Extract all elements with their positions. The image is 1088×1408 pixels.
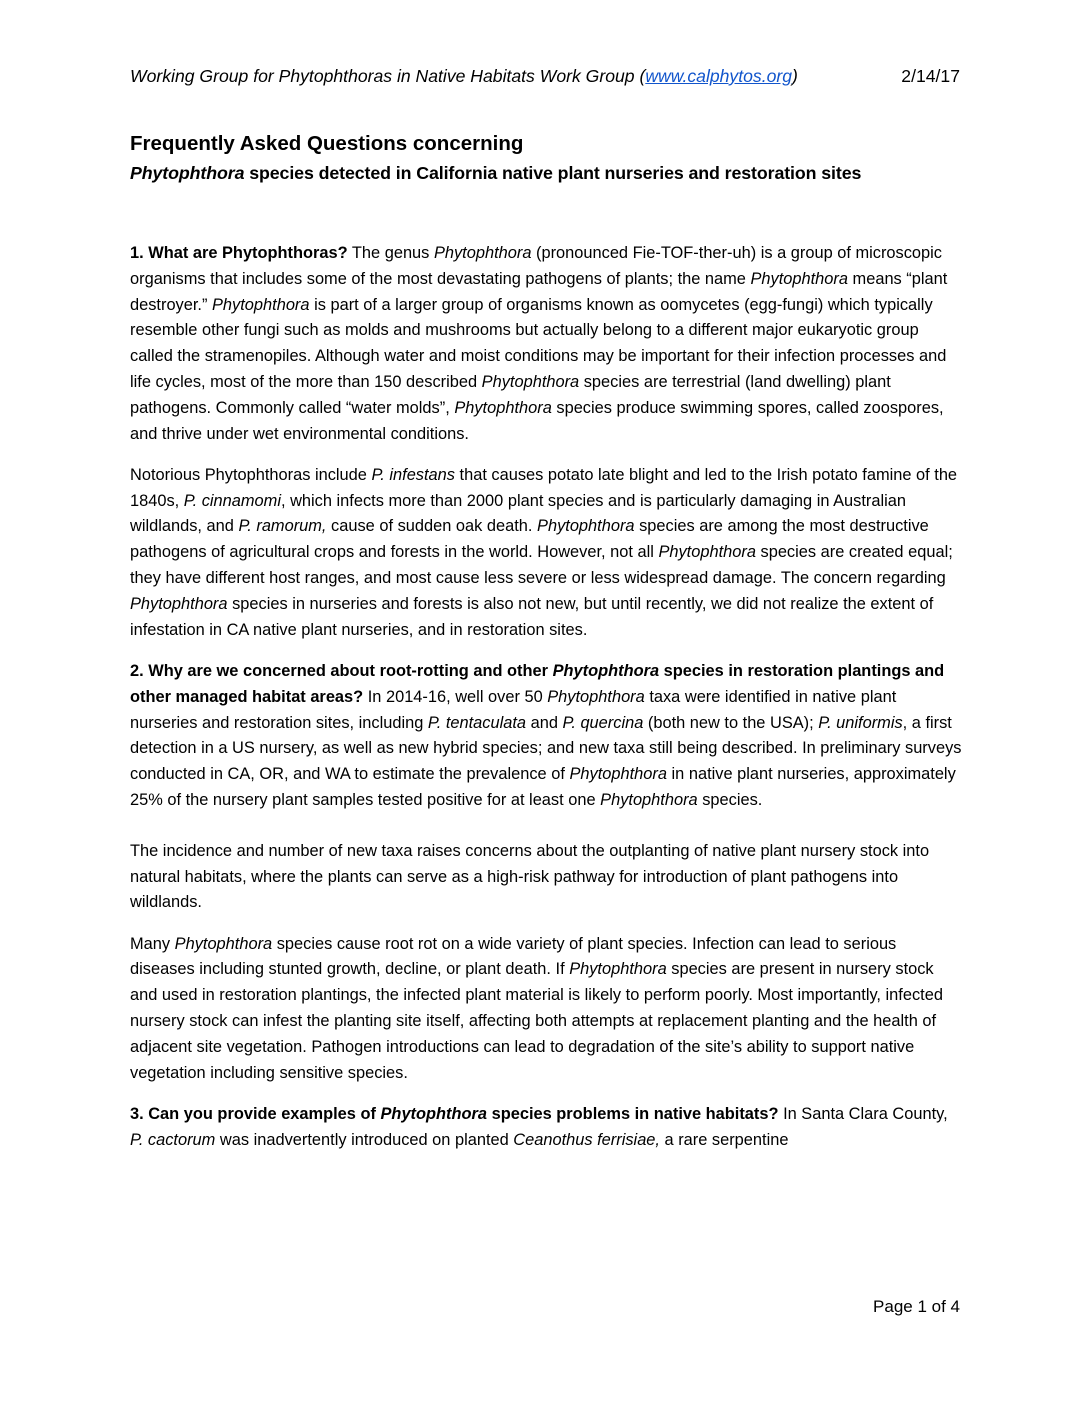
text-run: In 2014-16, well over 50: [363, 687, 548, 706]
italic-run: Phytophthora: [750, 269, 848, 288]
text-run: (pronounced Fie-TOF-ther-uh) is a group of microscopic organisms that includes some of the most devastating pathogens of plants; the name: [130, 244, 942, 288]
text-run: that causes potato late blight and led to the Irish potato famine of the 1840s,: [130, 465, 958, 510]
text-run: species are among the most destructive pathogens of agricultural crops and forests in the world. However, not all: [130, 517, 929, 562]
italic-run: P. cinnamomi: [183, 491, 281, 510]
italic-run: Ceanothus ferrisiae,: [513, 1130, 660, 1149]
text-run: in native plant nurseries, approximately 25% of the nursery plant samples tested positive for at least one: [130, 765, 956, 809]
text-run: 3. Can you provide examples of: [130, 1104, 381, 1123]
text-run: , which infects more than 2000 plant species and is particularly damaging in Australian wildlands, and: [130, 491, 906, 536]
italic-run: Phytophthora: [433, 244, 532, 262]
italic-run: Phytophthora: [658, 543, 756, 562]
text-run: was inadvertently introduced on planted: [215, 1130, 514, 1149]
italic-run: Phytophthora: [380, 1104, 488, 1123]
text-run: species in restoration plantings and other managed habitat areas?: [130, 661, 945, 706]
document-body: [130, 241, 965, 1169]
text-run: and: [526, 713, 563, 732]
faq-1-question: 1. What are Phytophthoras?: [130, 244, 348, 262]
document-subtitle: [130, 163, 861, 184]
page-number: Page 1 of 4: [873, 1297, 960, 1316]
text-run: species are created equal; they have different host ranges, and most cause less severe or less widespread damage. The concern regarding: [130, 543, 953, 588]
running-header: [130, 66, 960, 87]
italic-run: P. ramorum,: [238, 517, 327, 536]
text-run: species cause root rot on a wide variety of plant species. Infection can lead to serious diseases including stunted growth, decline, or plant death. If: [130, 934, 897, 979]
text-run: cause of sudden oak death.: [326, 517, 538, 536]
header-text: Working Group for Phytophthoras in Native Habitats Work Group (: [130, 66, 646, 86]
text-run: a rare serpentine: [659, 1130, 789, 1149]
text-run: species are present in nursery stock and used in restoration plantings, the infected plant material is likely to perform poorly. Most importantly, infected nursery stock can infest the planting site itself, affecting both attempts at replacement planting and the health of adjacent site vegetation. Pathogen introductions can lead to degradation of the site’s ability to support native vegetation including sensitive species.: [130, 960, 943, 1082]
text-run: , a first detection in a US nursery, as well as new hybrid species; and new taxa still being described. In preliminary surveys conducted in CA, OR, and WA to estimate the prevalence of: [130, 713, 962, 784]
italic-run: Phytophthora: [454, 398, 552, 417]
faq-1-paragraph-2: [130, 463, 965, 644]
text-run: species produce swimming spores, called zoospores, and thrive under wet environmental conditions.: [130, 398, 944, 443]
text-run: taxa were identified in native plant nurseries and restoration sites, including: [130, 687, 897, 732]
faq-1-paragraph: [130, 241, 965, 447]
faq-2-paragraph-2: The incidence and number of new taxa raises concerns about the outplanting of native plant nursery stock into natural habitats, where the plants can serve as a high-risk pathway for introduction of plant pathogens into wildlands.: [130, 841, 930, 912]
italic-run: P. cactorum: [130, 1130, 216, 1149]
italic-run: Phytophthora: [569, 960, 667, 979]
italic-run: P. infestans: [371, 465, 455, 484]
text-run: In Santa Clara County,: [778, 1104, 948, 1123]
text-run: species are terrestrial (land dwelling) plant pathogens. Commonly called “water molds”,: [130, 372, 891, 417]
italic-run: Phytophthora: [130, 594, 228, 613]
text-run: species in nurseries and forests is also not new, but until recently, we did not realize the extent of infestation in CA native plant nurseries, and in restoration sites.: [130, 594, 934, 639]
italic-run: Phytophthora: [552, 661, 660, 680]
faq-3-paragraph: [130, 1102, 965, 1154]
subtitle-italic: Phytophthora: [130, 163, 245, 183]
subtitle-rest: species detected in California native plant nurseries and restoration sites: [244, 163, 862, 183]
italic-run: Phytophthora: [547, 687, 645, 706]
text-run: species.: [697, 790, 763, 809]
italic-run: Phytophthora: [481, 372, 580, 391]
text-run: 2. Why are we concerned about root-rotting and other: [130, 661, 553, 680]
document-title: Frequently Asked Questions concerning: [130, 132, 524, 155]
header-close: ): [792, 66, 798, 86]
text-run: Notorious Phytophthoras include: [130, 465, 372, 484]
text-run: Many: [130, 934, 175, 953]
text-run: The genus: [347, 244, 434, 262]
text-run: is part of a larger group of organisms known as oomycetes (egg-fungi) which typically resemble other fungi such as molds and mushrooms but actually belong to a different major eukaryotic group called the stramenopiles. Although water and moist conditions may be important for their infection processes and life cycles, most of the more than 150 described: [130, 295, 947, 391]
italic-run: P. quercina: [562, 713, 644, 732]
faq-2-paragraph-3: [130, 932, 965, 1087]
italic-run: Phytophthora: [569, 765, 667, 784]
faq-3-question: [130, 1105, 779, 1123]
italic-run: Phytophthora: [174, 934, 273, 953]
header-link[interactable]: www.calphytos.org: [645, 66, 793, 86]
italic-run: P. tentaculata: [427, 713, 527, 732]
text-run: species problems in native habitats?: [487, 1104, 779, 1123]
text-run: means “plant destroyer.”: [130, 269, 948, 314]
italic-run: Phytophthora: [600, 790, 698, 809]
text-run: (both new to the USA);: [643, 713, 819, 732]
italic-run: Phytophthora: [212, 295, 310, 314]
header-date: 2/14/17: [901, 66, 960, 86]
italic-run: P. uniformis: [818, 713, 903, 732]
italic-run: Phytophthora: [537, 517, 635, 536]
faq-2-paragraph: [130, 659, 965, 814]
